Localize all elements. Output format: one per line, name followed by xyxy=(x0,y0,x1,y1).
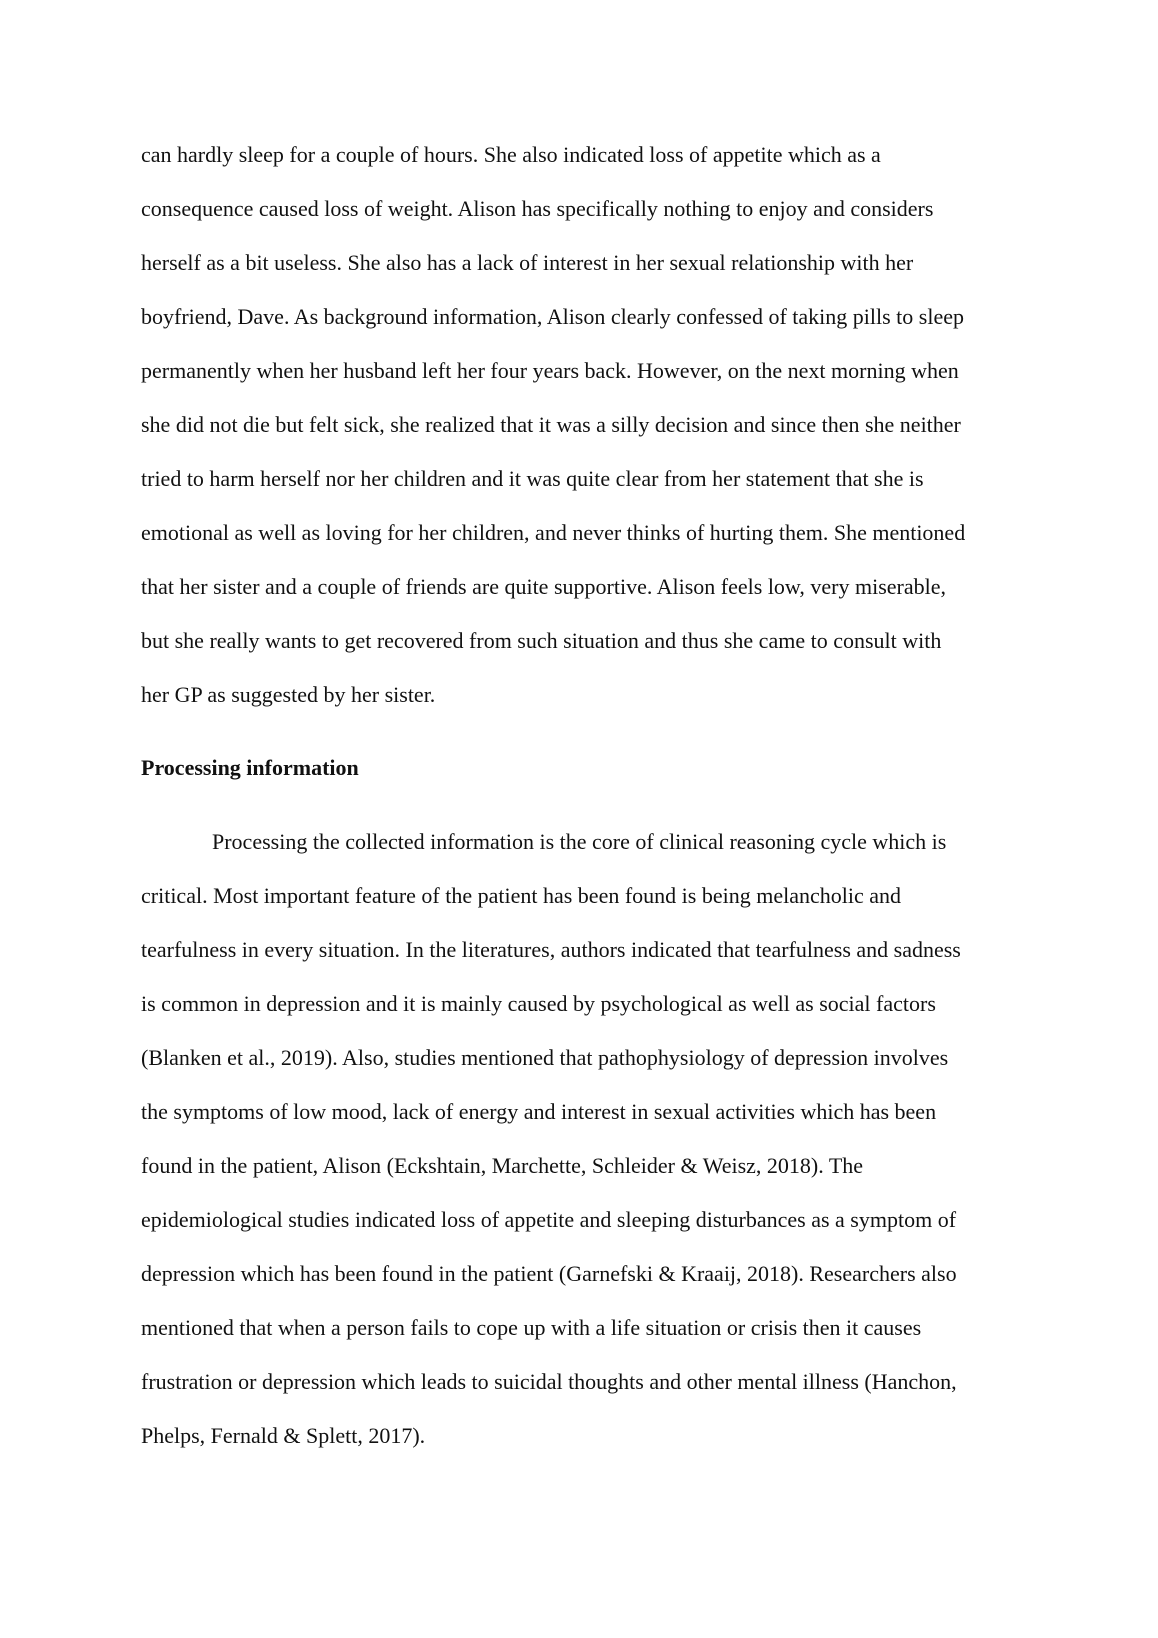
paragraph-line: (Blanken et al., 2019). Also, studies mentioned that pathophysiology of depression involves xyxy=(141,1045,949,1070)
paragraph-line: found in the patient, Alison (Eckshtain, Marchette, Schleider & Weisz, 2018). The xyxy=(141,1153,864,1178)
paragraph-line: emotional as well as loving for her children, and never thinks of hurting them. She mentioned xyxy=(141,520,966,545)
paragraph-line: Processing the collected information is the core of clinical reasoning cycle which is xyxy=(212,829,947,854)
paragraph-line: mentioned that when a person fails to cope up with a life situation or crisis then it causes xyxy=(141,1315,922,1340)
paragraph-line: she did not die but felt sick, she realized that it was a silly decision and since then she neither xyxy=(141,412,961,437)
paragraph-line: can hardly sleep for a couple of hours. She also indicated loss of appetite which as a xyxy=(141,142,881,167)
paragraph-line: critical. Most important feature of the patient has been found is being melancholic and xyxy=(141,883,901,908)
paragraph-line: boyfriend, Dave. As background information, Alison clearly confessed of taking pills to sleep xyxy=(141,304,964,329)
paragraph-line: but she really wants to get recovered from such situation and thus she came to consult with xyxy=(141,628,942,653)
paragraph-line: her GP as suggested by her sister. xyxy=(141,682,436,707)
section-heading: Processing information xyxy=(141,755,359,780)
paragraph-line: is common in depression and it is mainly caused by psychological as well as social factors xyxy=(141,991,936,1016)
paragraph-line: consequence caused loss of weight. Alison has specifically nothing to enjoy and considers xyxy=(141,196,934,221)
paragraph-line: depression which has been found in the patient (Garnefski & Kraaij, 2018). Researchers also xyxy=(141,1261,957,1286)
paragraph-line: tearfulness in every situation. In the literatures, authors indicated that tearfulness and sadness xyxy=(141,937,961,962)
paragraph-line: frustration or depression which leads to suicidal thoughts and other mental illness (Hanchon, xyxy=(141,1369,957,1394)
paragraph-line: epidemiological studies indicated loss of appetite and sleeping disturbances as a symptom of xyxy=(141,1207,957,1232)
paragraph-line: the symptoms of low mood, lack of energy and interest in sexual activities which has been xyxy=(141,1099,937,1124)
paragraph-line: permanently when her husband left her four years back. However, on the next morning when xyxy=(141,358,959,383)
paragraph-line: tried to harm herself nor her children and it was quite clear from her statement that she is xyxy=(141,466,924,491)
paragraph-line: that her sister and a couple of friends are quite supportive. Alison feels low, very miserable, xyxy=(141,574,946,599)
paragraph-line: Phelps, Fernald & Splett, 2017). xyxy=(141,1423,426,1448)
paragraph-line: herself as a bit useless. She also has a lack of interest in her sexual relationship with her xyxy=(141,250,914,275)
